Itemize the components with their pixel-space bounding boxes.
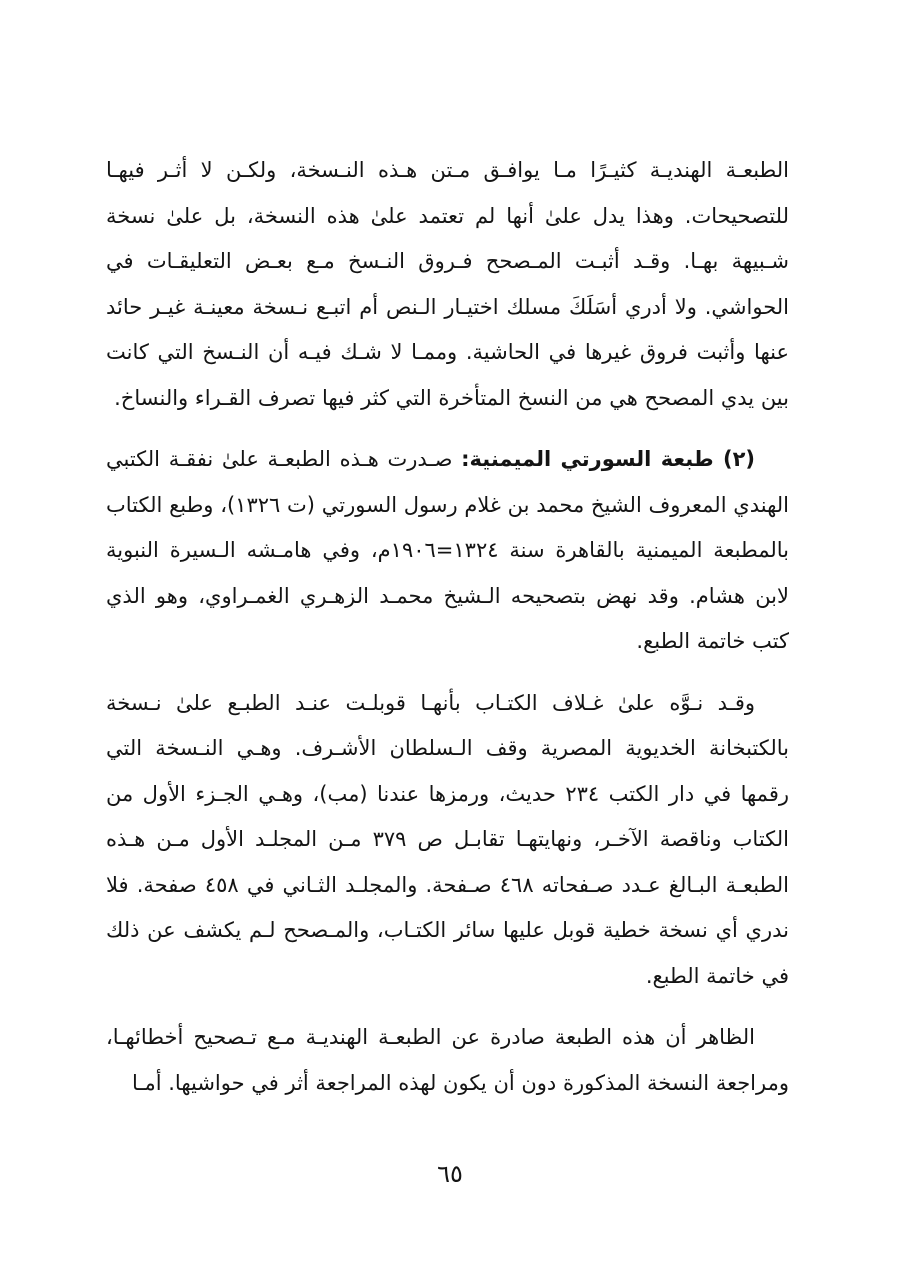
paragraph-conclusion: الظاهر أن هذه الطبعة صادرة عن الطبعـة الهنديـة مـع تـصحيح أخطائهـا، ومراجعة النسخة المذكورة دون أن يكون لهذه المراجعة أثر في حواشيها. أمـا [106, 1025, 789, 1095]
body-text [106, 148, 789, 1106]
page-number: ٦٥ [437, 1160, 463, 1188]
paragraph-surati-edition [106, 437, 789, 665]
paragraph-text: صـدرت هـذه الطبعـة علىٰ نفقـة الكتبي الهندي المعروف الشيخ محمد بن غلام رسول السورتي (ت ١٣٢٦)، وطبع الكتاب بالمطبعة الميمنية بالقاهرة سنة ١٣٢٤=١٩٠٦م، وفي هامـشه الـسيرة النبوية لابن هشام. وقد نهض بتصحيحه الـشيخ محمـد الزهـري الغمـراوي، وهو الذي كتب خاتمة الطبع. [106, 447, 789, 653]
paragraph-cover-note: وقـد نـوَّه علىٰ غـلاف الكتـاب بأنهـا قوبلـت عنـد الطبـع علىٰ نـسخة بالكتبخانة الخديوية المصرية وقف الـسلطان الأشـرف. وهـي النـسخة التي رقمها في دار الكتب ٢٣٤ حديث، ورمزها عندنا (مب)، وهـي الجـزء الأول من الكتاب وناقصة الآخـر، ونهايتهـا تقابـل ص ٣٧٩ مـن المجلـد الأول مـن هـذه الطبعـة البـالغ عـدد صـفحاته ٤٦٨ صـفحة. والمجلـد الثـاني في ٤٥٨ صفحة. فلا ندري أي نسخة خطية قوبل عليها سائر الكتـاب، والمـصحح لـم يكشف عن ذلك في خاتمة الطبع. [106, 690, 790, 988]
section-heading: (٢) طبعة السورتي الميمنية: [461, 447, 755, 471]
paragraph-overview: الطبعـة الهنديـة كثيـرًا مـا يوافـق مـتن هـذه النـسخة، ولكـن لا أثـر فيهـا للتصحيحات. وهذا يدل علىٰ أنها لم تعتمد علىٰ هذه النسخة، بل علىٰ نسخة شـبيهة بهـا. وقـد أثبـت المـصحح فـروق النـسخ مـع بعـض التعليقـات في الحواشي. ولا أدري أسَلَكَ مسلك اختيـار الـنص أم اتبـع نـسخة معينـة غيـر حائد عنها وأثبت فروق غيرها في الحاشية. وممـا لا شـك فيـه أن النـسخ التي كانت بين يدي المصحح هي من النسخ المتأخرة التي كثر فيها تصرف القـراء والنساخ. [106, 158, 789, 410]
